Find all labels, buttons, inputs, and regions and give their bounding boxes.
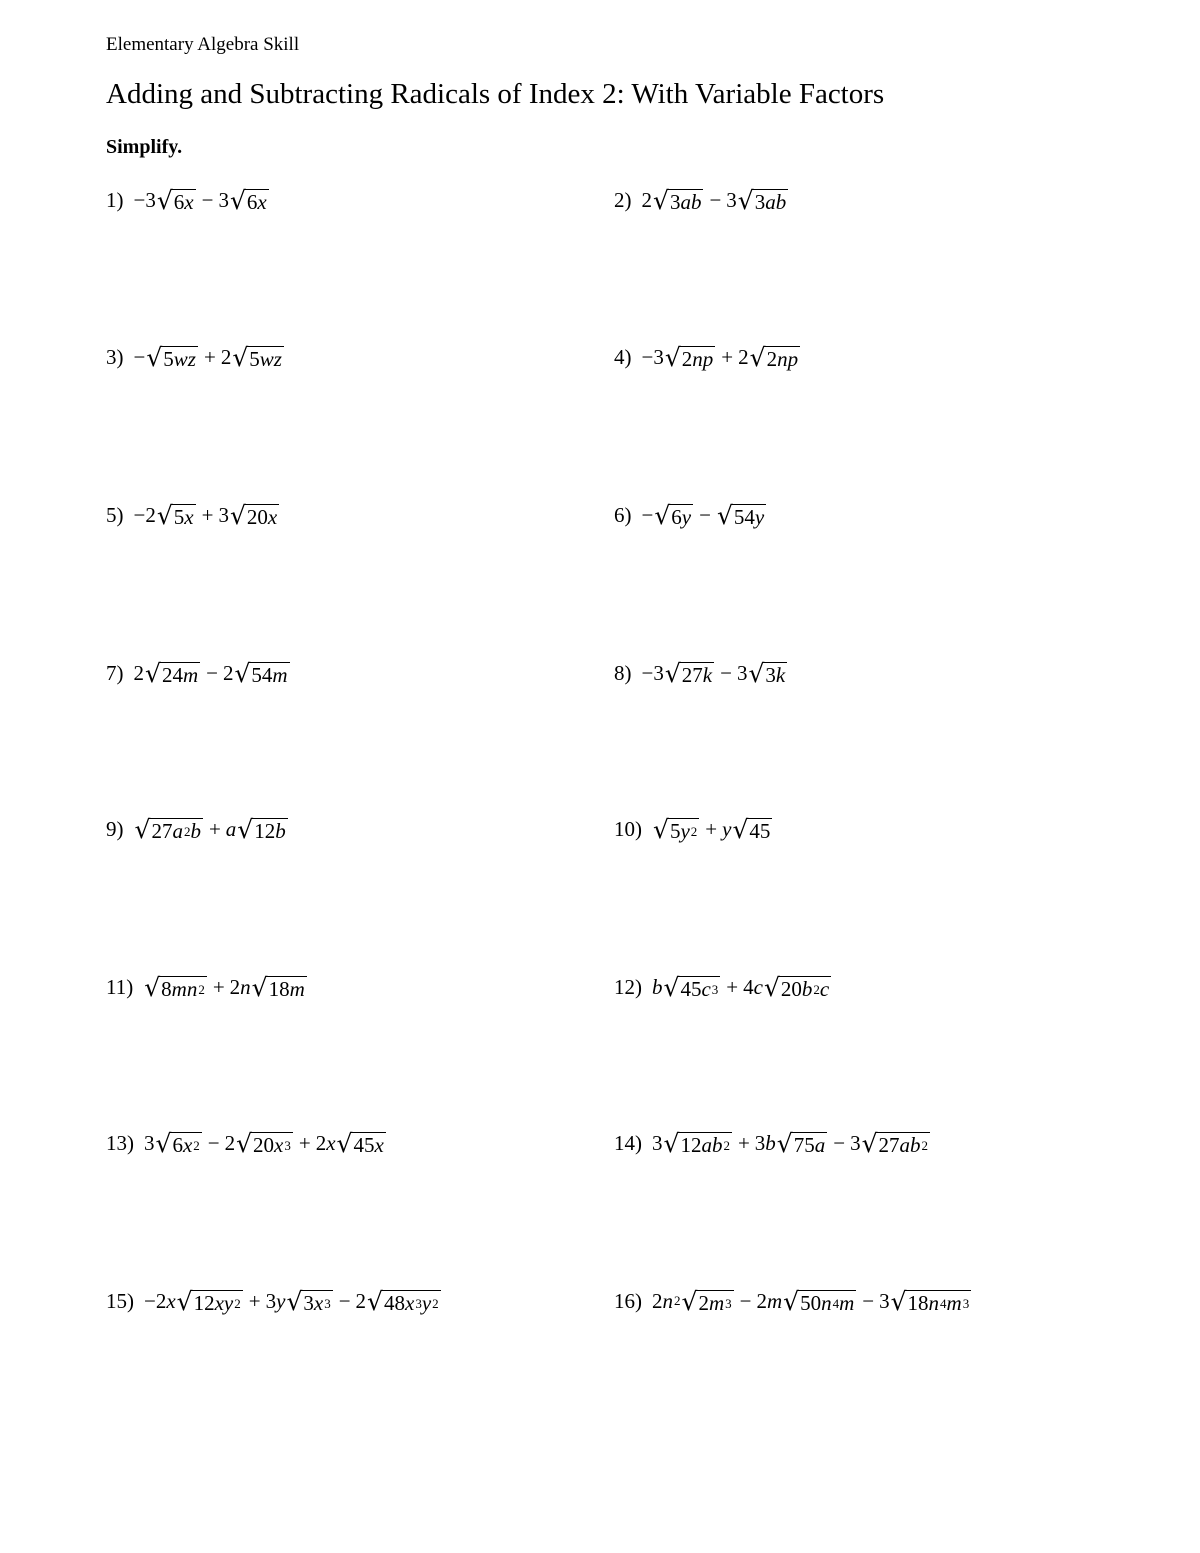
expression: √ 27 a 2 b + a √ 12 b	[134, 815, 286, 844]
problem-number: 10)	[614, 816, 642, 841]
problem-1	[106, 187, 270, 213]
problem-number: 8)	[614, 660, 632, 685]
problem-11	[106, 974, 308, 1000]
problem-3	[106, 344, 285, 370]
problem-number: 6)	[614, 502, 632, 527]
problem-number: 1)	[106, 187, 124, 212]
problem-12	[614, 974, 832, 1000]
problem-10	[614, 816, 773, 842]
problem-number: 12)	[614, 974, 642, 999]
expression: √ 8 mn 2 + 2 n √ 18 m	[144, 973, 305, 1002]
expression: 2 n 2 √ 2 m 3 − 2 m √ 50 n 4 m − 3 √ 18 n 4 m 3	[652, 1287, 970, 1316]
problem-9	[106, 816, 289, 842]
expression: − √ 5 wz + 2 √ 5 wz	[133, 343, 282, 372]
problem-5	[106, 502, 280, 528]
expression: −2 √ 5 x + 3 √ 20 x	[133, 501, 278, 530]
problem-number: 5)	[106, 502, 124, 527]
problem-number: 9)	[106, 816, 124, 841]
expression: −3 √ 2 np + 2 √ 2 np	[641, 343, 799, 372]
expression: b √ 45 c 3 + 4 c √ 20 b 2 c	[652, 973, 830, 1002]
problem-16	[614, 1288, 972, 1314]
problem-number: 13)	[106, 1130, 134, 1155]
problem-14	[614, 1130, 931, 1156]
expression: − √ 6 y − √ 54 y	[641, 501, 765, 530]
problem-13	[106, 1130, 387, 1156]
problem-number: 14)	[614, 1130, 642, 1155]
expression: √ 5 y 2 + y √ 45	[653, 815, 771, 844]
problem-number: 2)	[614, 187, 632, 212]
instructions: Simplify.	[106, 136, 183, 158]
problem-number: 15)	[106, 1288, 134, 1313]
problem-15	[106, 1288, 442, 1314]
problem-number: 3)	[106, 344, 124, 369]
expression: 3 √ 12 ab 2 + 3 b √ 75 a − 3 √ 27 ab 2	[652, 1129, 928, 1158]
problem-number: 7)	[106, 660, 124, 685]
expression: −3 √ 27 k − 3 √ 3 k	[641, 659, 786, 688]
problem-6	[614, 502, 767, 528]
expression: −3 √ 6 x − 3 √ 6 x	[133, 186, 267, 215]
expression: −2 x √ 12 xy 2 + 3 y √ 3 x 3 − 2 √ 48 x 3 y 2	[144, 1287, 439, 1316]
problem-number: 16)	[614, 1288, 642, 1313]
worksheet-title: Adding and Subtracting Radicals of Index 2: With Variable Factors	[106, 78, 885, 110]
problem-8	[614, 660, 788, 686]
problem-2	[614, 187, 789, 213]
problem-number: 11)	[106, 974, 134, 999]
problem-number: 4)	[614, 344, 632, 369]
problem-7	[106, 660, 291, 686]
problem-4	[614, 344, 801, 370]
expression: 3 √ 6 x 2 − 2 √ 20 x 3 + 2 x √ 45 x	[144, 1129, 384, 1158]
worksheet-subject: Elementary Algebra Skill	[106, 34, 300, 55]
expression: 2 √ 24 m − 2 √ 54 m	[133, 659, 288, 688]
expression: 2 √ 3 ab − 3 √ 3 ab	[641, 186, 787, 215]
